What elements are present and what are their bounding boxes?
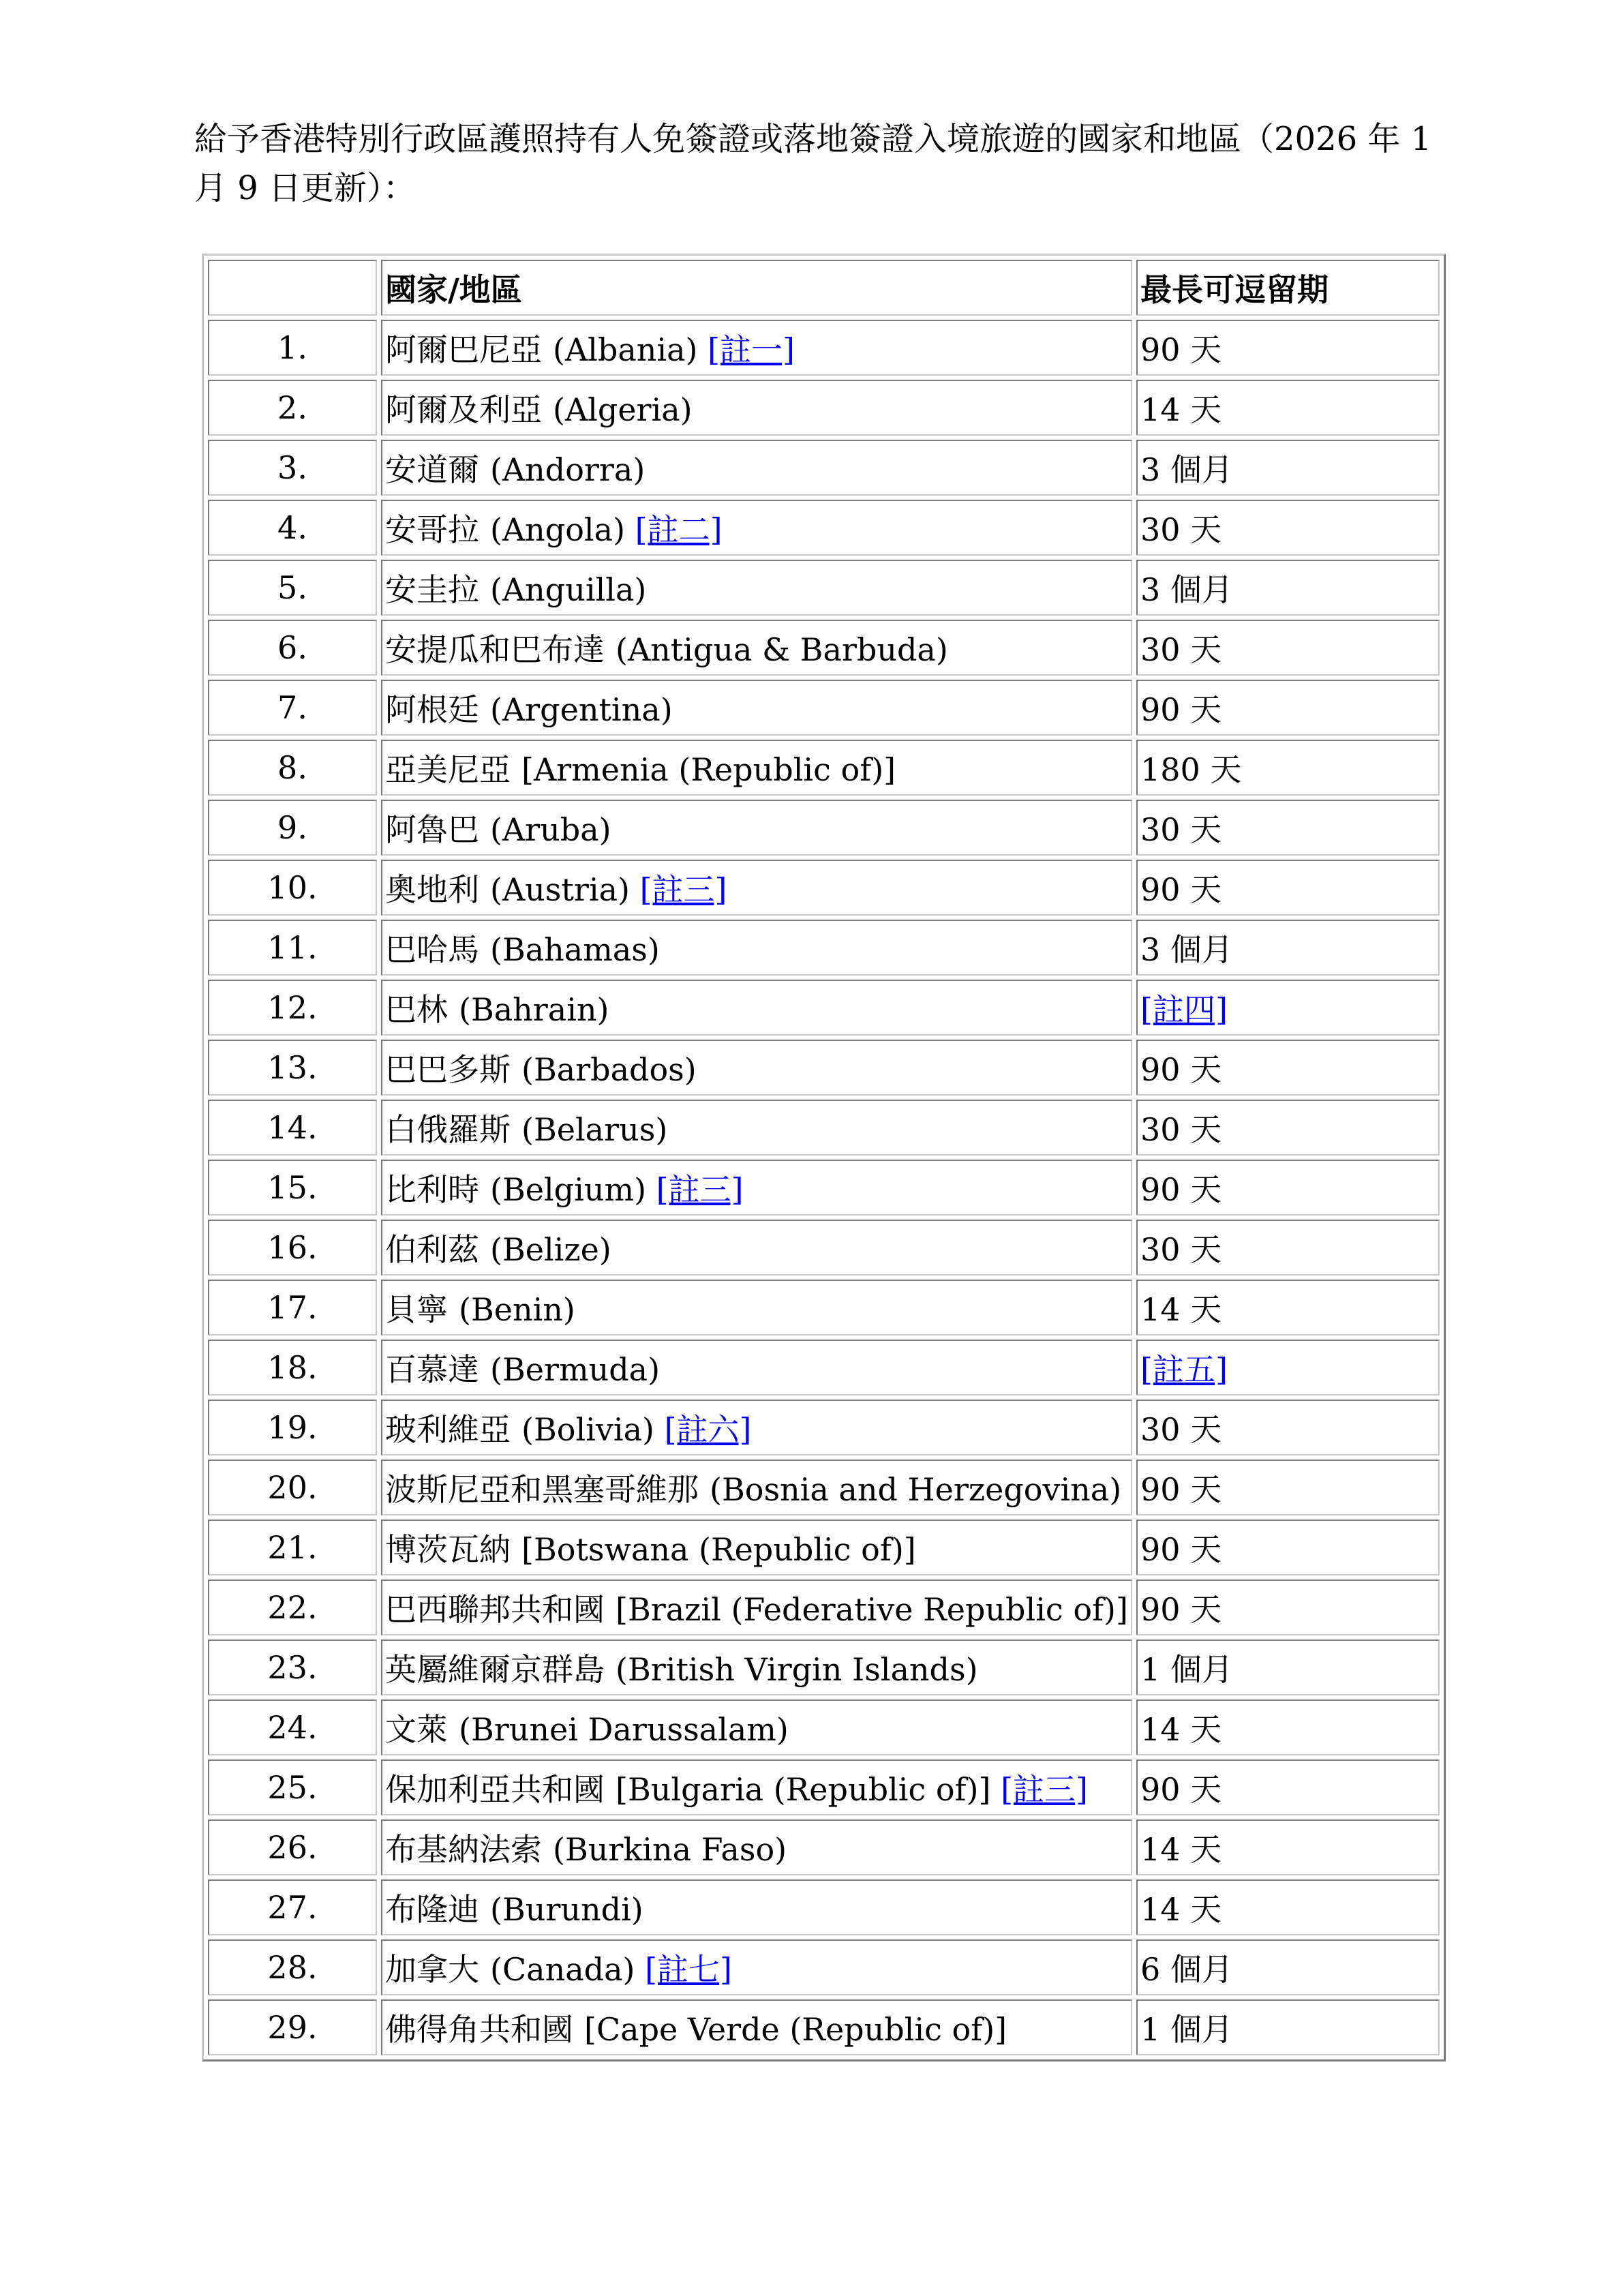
country-name-chinese: 佛得角共和國 (385, 2011, 573, 2048)
country-name-english: (Andorra) (490, 451, 646, 488)
max-stay-cell (1136, 1819, 1440, 1875)
max-stay-cell (1136, 1160, 1440, 1215)
country-name-chinese: 阿爾巴尼亞 (385, 331, 542, 368)
row-number: 27. (208, 1879, 377, 1935)
max-stay-cell (1136, 980, 1440, 1036)
country-name-english: (Bosnia and Herzegovina) (710, 1471, 1122, 1508)
header-index (208, 260, 377, 316)
max-stay-cell (1136, 320, 1440, 376)
max-stay-value: 3 個月 (1140, 931, 1233, 968)
country-name-english: (Argentina) (490, 691, 673, 728)
country-cell (381, 1939, 1132, 1995)
country-name-english: (Austria) (490, 871, 630, 908)
country-name-chinese: 保加利亞共和國 (385, 1771, 605, 1808)
country-note-link[interactable]: [註三] (1001, 1771, 1088, 1808)
country-name-chinese: 亞美尼亞 (385, 751, 511, 788)
table-row (208, 1999, 1440, 2055)
country-cell (381, 740, 1132, 796)
row-number: 23. (208, 1640, 377, 1695)
visa-free-table (202, 254, 1446, 2061)
table-row (208, 1040, 1440, 1096)
max-stay-cell (1136, 1759, 1440, 1815)
country-cell (381, 320, 1132, 376)
row-number: 13. (208, 1040, 377, 1096)
row-number: 8. (208, 740, 377, 796)
max-stay-cell (1136, 1939, 1440, 1995)
country-name-chinese: 博茨瓦納 (385, 1531, 511, 1568)
max-stay-note-link[interactable]: [註四] (1140, 991, 1228, 1028)
table-row (208, 1100, 1440, 1155)
table-row (208, 680, 1440, 736)
country-name-chinese: 阿魯巴 (385, 811, 479, 848)
country-name-english: [Bulgaria (Republic of)] (616, 1771, 991, 1808)
country-cell (381, 1160, 1132, 1215)
table-row (208, 440, 1440, 496)
row-number: 18. (208, 1340, 377, 1395)
max-stay-value: 30 天 (1140, 1411, 1222, 1448)
country-name-chinese: 白俄羅斯 (385, 1111, 511, 1148)
max-stay-value: 14 天 (1140, 1711, 1222, 1748)
max-stay-cell (1136, 1520, 1440, 1575)
country-name-chinese: 英屬維爾京群島 (385, 1651, 605, 1688)
country-name-english: (Belgium) (490, 1171, 647, 1208)
table-row (208, 1879, 1440, 1935)
table-row (208, 620, 1440, 676)
country-cell (381, 1520, 1132, 1575)
table-row (208, 560, 1440, 616)
country-cell (381, 1819, 1132, 1875)
row-number: 14. (208, 1100, 377, 1155)
country-cell (381, 1999, 1132, 2055)
country-cell (381, 1460, 1132, 1515)
country-cell (381, 1580, 1132, 1635)
max-stay-cell (1136, 920, 1440, 976)
table-body (208, 320, 1440, 2055)
country-name-english: (Algeria) (553, 391, 693, 428)
max-stay-cell (1136, 1100, 1440, 1155)
row-number: 21. (208, 1520, 377, 1575)
country-cell (381, 1280, 1132, 1335)
max-stay-cell (1136, 1580, 1440, 1635)
country-cell (381, 500, 1132, 556)
table-row (208, 1939, 1440, 1995)
max-stay-cell (1136, 680, 1440, 736)
row-number: 6. (208, 620, 377, 676)
table-row (208, 1460, 1440, 1515)
country-name-english: (Belize) (490, 1231, 611, 1268)
country-cell (381, 440, 1132, 496)
max-stay-cell (1136, 560, 1440, 616)
country-name-chinese: 玻利維亞 (385, 1411, 511, 1448)
max-stay-value: 30 天 (1140, 811, 1222, 848)
row-number: 7. (208, 680, 377, 736)
max-stay-cell (1136, 1879, 1440, 1935)
country-note-link[interactable]: [註三] (639, 871, 727, 908)
table-row (208, 800, 1440, 856)
row-number: 3. (208, 440, 377, 496)
table-row (208, 740, 1440, 796)
country-name-english: [Armenia (Republic of)] (521, 751, 896, 788)
table-row (208, 980, 1440, 1036)
max-stay-cell (1136, 1460, 1440, 1515)
country-name-chinese: 巴林 (385, 991, 448, 1028)
row-number: 26. (208, 1819, 377, 1875)
country-note-link[interactable]: [註三] (656, 1171, 744, 1208)
country-name-chinese: 加拿大 (385, 1951, 479, 1988)
row-number: 19. (208, 1400, 377, 1455)
table-row (208, 860, 1440, 916)
max-stay-cell (1136, 620, 1440, 676)
row-number: 5. (208, 560, 377, 616)
table-row (208, 1280, 1440, 1335)
country-cell (381, 1040, 1132, 1096)
country-cell (381, 560, 1132, 616)
max-stay-cell (1136, 1640, 1440, 1695)
max-stay-value: 30 天 (1140, 1231, 1222, 1268)
country-name-english: [Brazil (Federative Republic of)] (616, 1591, 1128, 1628)
max-stay-value: 14 天 (1140, 1291, 1222, 1328)
table-row (208, 1220, 1440, 1275)
max-stay-value: 90 天 (1140, 1471, 1222, 1508)
max-stay-cell (1136, 1340, 1440, 1395)
row-number: 25. (208, 1759, 377, 1815)
row-number: 20. (208, 1460, 377, 1515)
country-cell (381, 620, 1132, 676)
country-name-chinese: 安哥拉 (385, 511, 479, 548)
country-cell (381, 1700, 1132, 1755)
country-name-chinese: 安提瓜和巴布達 (385, 631, 605, 668)
country-name-chinese: 布基納法索 (385, 1831, 542, 1868)
max-stay-cell (1136, 740, 1440, 796)
max-stay-value: 90 天 (1140, 1771, 1222, 1808)
header-max-stay: 最長可逗留期 (1136, 260, 1440, 316)
max-stay-value: 14 天 (1140, 1831, 1222, 1868)
max-stay-value: 90 天 (1140, 331, 1222, 368)
country-cell (381, 1340, 1132, 1395)
country-name-chinese: 巴哈馬 (385, 931, 479, 968)
country-cell (381, 1220, 1132, 1275)
max-stay-value: 90 天 (1140, 871, 1222, 908)
table-row (208, 500, 1440, 556)
table-row (208, 1640, 1440, 1695)
table-row (208, 1520, 1440, 1575)
max-stay-cell (1136, 1040, 1440, 1096)
max-stay-value: 180 天 (1140, 751, 1242, 788)
table-row (208, 320, 1440, 376)
country-cell (381, 1640, 1132, 1695)
country-cell (381, 920, 1132, 976)
country-name-english: (Benin) (459, 1291, 575, 1328)
max-stay-cell (1136, 500, 1440, 556)
row-number: 11. (208, 920, 377, 976)
max-stay-value: 90 天 (1140, 1171, 1222, 1208)
country-name-english: (Burundi) (490, 1891, 643, 1928)
country-name-english: (Barbados) (521, 1051, 697, 1088)
country-cell (381, 1400, 1132, 1455)
country-cell (381, 1100, 1132, 1155)
header-row (208, 260, 1440, 316)
table-row (208, 380, 1440, 436)
country-note-link[interactable]: [註一] (708, 331, 795, 368)
row-number: 28. (208, 1939, 377, 1995)
country-name-chinese: 阿爾及利亞 (385, 391, 542, 428)
country-name-english: (Belarus) (521, 1111, 668, 1148)
max-stay-value: 1 個月 (1140, 2011, 1233, 2048)
table-row (208, 1759, 1440, 1815)
country-name-english: (Aruba) (490, 811, 611, 848)
row-number: 22. (208, 1580, 377, 1635)
country-name-chinese: 伯利茲 (385, 1231, 479, 1268)
country-name-chinese: 布隆迪 (385, 1891, 479, 1928)
row-number: 15. (208, 1160, 377, 1215)
table-row (208, 920, 1440, 976)
country-name-chinese: 貝寧 (385, 1291, 448, 1328)
country-name-chinese: 波斯尼亞和黑塞哥維那 (385, 1471, 699, 1508)
country-cell (381, 1879, 1132, 1935)
row-number: 4. (208, 500, 377, 556)
row-number: 17. (208, 1280, 377, 1335)
max-stay-value: 3 個月 (1140, 451, 1233, 488)
country-name-chinese: 比利時 (385, 1171, 479, 1208)
row-number: 9. (208, 800, 377, 856)
country-name-chinese: 文萊 (385, 1711, 448, 1748)
country-note-link[interactable]: [註二] (635, 511, 723, 548)
country-name-english: (Bermuda) (490, 1351, 661, 1388)
country-name-english: [Cape Verde (Republic of)] (584, 2011, 1007, 2048)
country-cell (381, 800, 1132, 856)
row-number: 29. (208, 1999, 377, 2055)
country-name-chinese: 百慕達 (385, 1351, 479, 1388)
country-name-english: (Anguilla) (490, 571, 647, 608)
country-name-chinese: 巴巴多斯 (385, 1051, 511, 1088)
max-stay-cell (1136, 1700, 1440, 1755)
max-stay-cell (1136, 380, 1440, 436)
country-name-english: (Brunei Darussalam) (459, 1711, 789, 1748)
max-stay-value: 3 個月 (1140, 571, 1233, 608)
country-cell (381, 680, 1132, 736)
max-stay-value: 1 個月 (1140, 1651, 1233, 1688)
max-stay-note-link[interactable]: [註五] (1140, 1351, 1228, 1388)
max-stay-value: 90 天 (1140, 691, 1222, 728)
max-stay-cell (1136, 860, 1440, 916)
country-name-english: (Antigua & Barbuda) (616, 631, 948, 668)
country-name-english: [Botswana (Republic of)] (521, 1531, 916, 1568)
table-row (208, 1700, 1440, 1755)
row-number: 16. (208, 1220, 377, 1275)
row-number: 2. (208, 380, 377, 436)
max-stay-value: 30 天 (1140, 1111, 1222, 1148)
country-name-english: (Canada) (490, 1951, 635, 1988)
max-stay-value: 14 天 (1140, 391, 1222, 428)
table-row (208, 1819, 1440, 1875)
max-stay-cell (1136, 1400, 1440, 1455)
table-row (208, 1580, 1440, 1635)
table-row (208, 1340, 1440, 1395)
country-name-chinese: 安圭拉 (385, 571, 479, 608)
max-stay-cell (1136, 1220, 1440, 1275)
table-row (208, 1160, 1440, 1215)
country-name-english: (Bolivia) (521, 1411, 654, 1448)
max-stay-value: 6 個月 (1140, 1951, 1233, 1988)
max-stay-value: 14 天 (1140, 1891, 1222, 1928)
max-stay-value: 90 天 (1140, 1051, 1222, 1088)
country-name-chinese: 奧地利 (385, 871, 479, 908)
row-number: 12. (208, 980, 377, 1036)
table-row (208, 1400, 1440, 1455)
row-number: 10. (208, 860, 377, 916)
max-stay-cell (1136, 440, 1440, 496)
country-name-english: (Albania) (553, 331, 698, 368)
max-stay-value: 90 天 (1140, 1591, 1222, 1628)
country-note-link[interactable]: [註七] (645, 1951, 732, 1988)
country-name-english: (Burkina Faso) (553, 1831, 787, 1868)
country-name-chinese: 安道爾 (385, 451, 479, 488)
country-name-chinese: 阿根廷 (385, 691, 479, 728)
max-stay-cell (1136, 1280, 1440, 1335)
country-name-english: (Bahamas) (490, 931, 660, 968)
country-name-chinese: 巴西聯邦共和國 (385, 1591, 605, 1628)
max-stay-value: 30 天 (1140, 511, 1222, 548)
max-stay-cell (1136, 1999, 1440, 2055)
country-name-english: (Angola) (490, 511, 626, 548)
max-stay-cell (1136, 800, 1440, 856)
country-note-link[interactable]: [註六] (664, 1411, 752, 1448)
country-name-english: (Bahrain) (459, 991, 609, 1028)
row-number: 1. (208, 320, 377, 376)
country-cell (381, 860, 1132, 916)
country-name-english: (British Virgin Islands) (616, 1651, 978, 1688)
country-cell (381, 1759, 1132, 1815)
country-cell (381, 380, 1132, 436)
intro-paragraph: 給予香港特別行政區護照持有人免簽證或落地簽證入境旅遊的國家和地區（2026 年 1 月 9 日更新）： (194, 120, 1432, 207)
max-stay-value: 90 天 (1140, 1531, 1222, 1568)
header-country: 國家/地區 (381, 260, 1132, 316)
max-stay-value: 30 天 (1140, 631, 1222, 668)
country-cell (381, 980, 1132, 1036)
row-number: 24. (208, 1700, 377, 1755)
